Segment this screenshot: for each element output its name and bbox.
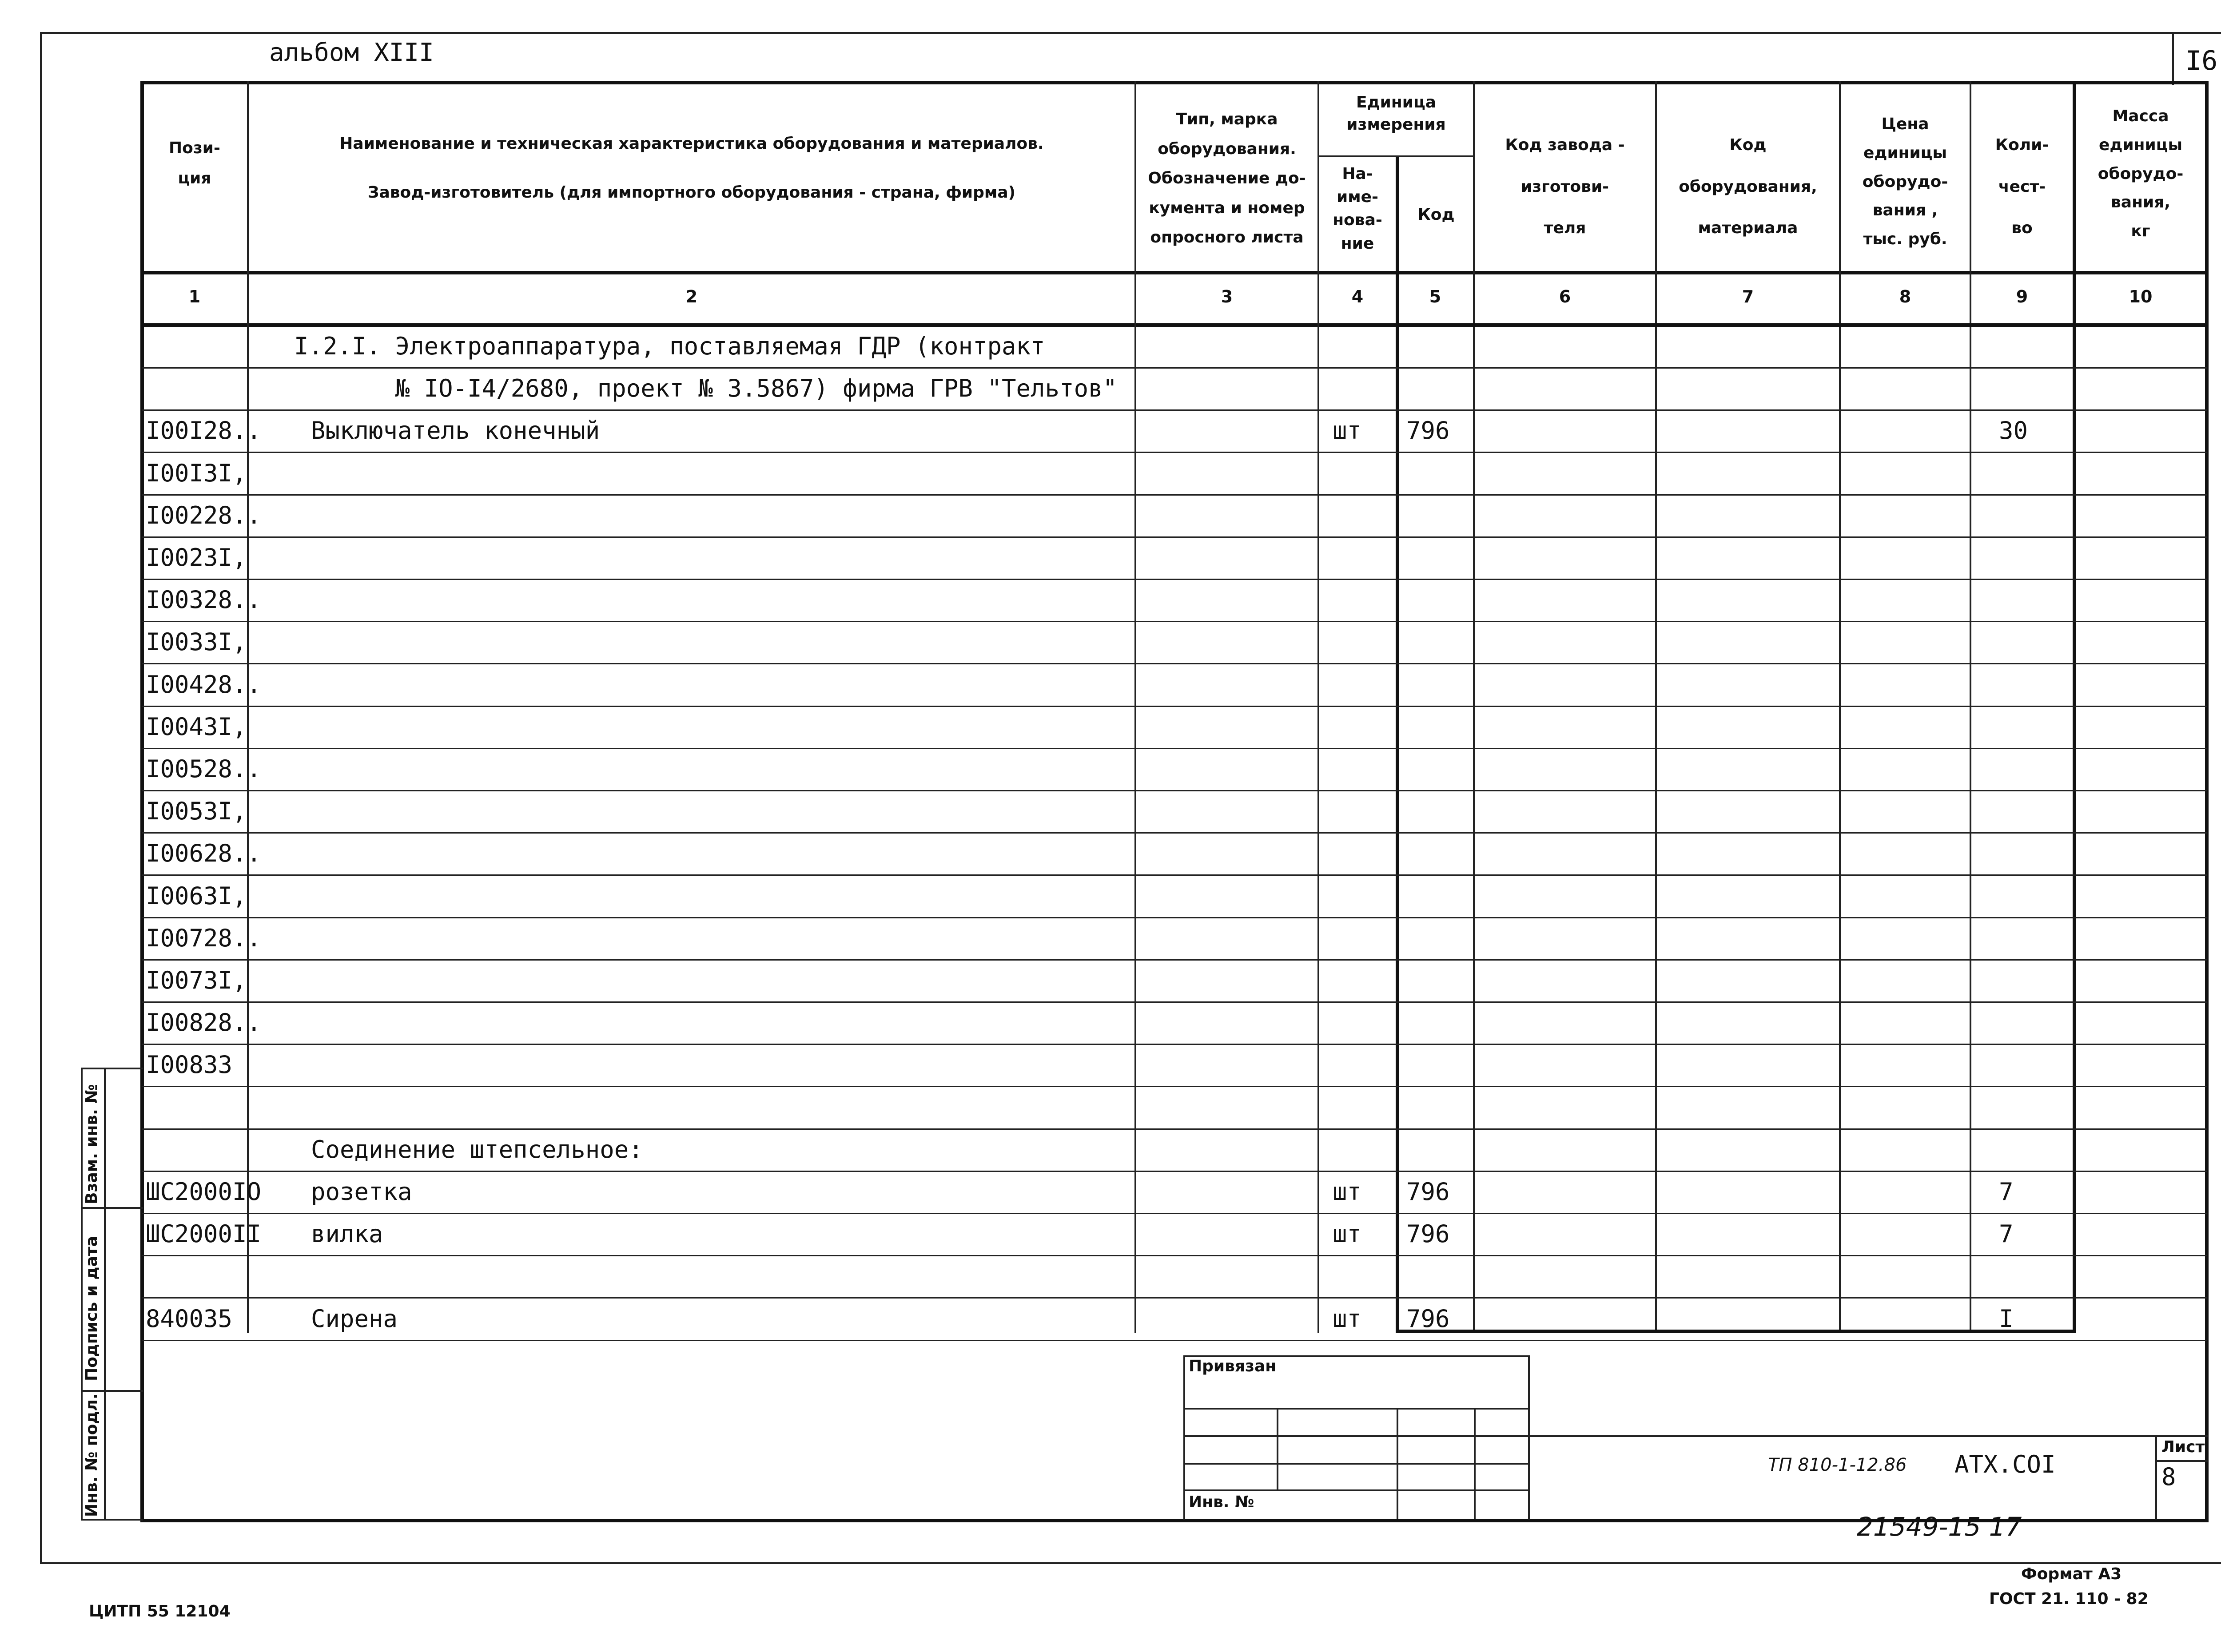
row-position: I0023I, (146, 544, 247, 572)
col-line-7 (1839, 81, 1841, 1333)
row-quantity: 30 (1999, 417, 2028, 445)
colnum-6: 6 (1559, 287, 1571, 306)
footer-gost: ГОСТ 21. 110 - 82 (1989, 1590, 2149, 1608)
footer-citp: ЦИТП 55 12104 (89, 1602, 231, 1620)
header-unit-name: На- име- нова- ние (1333, 165, 1382, 253)
row-position: ШС2000II (146, 1220, 262, 1248)
header-name-line2: Завод-изготовитель (для импортного оборудования - страна, фирма) (367, 183, 1016, 202)
row-unit: шт (1333, 1178, 1362, 1206)
sheet-label: Лист (2161, 1438, 2205, 1456)
col-line-9 (2073, 81, 2076, 1333)
table-right (2205, 81, 2209, 1522)
frame-left (40, 32, 42, 1564)
side-label-podpis: Подпись и дата (83, 1236, 101, 1381)
stamp-right (1528, 1355, 1530, 1520)
stamp-left (1183, 1355, 1185, 1520)
row-separator (142, 1128, 2207, 1130)
row-quantity: 7 (1999, 1178, 2014, 1206)
row-separator (142, 1086, 2207, 1087)
row-name: вилка (311, 1220, 383, 1248)
unit-header-split (1317, 155, 1473, 157)
row-name: № IO-I4/2680, проект № 3.5867) фирма ГРВ "Тельтов" (294, 374, 1118, 402)
row-position: I00I3I, (146, 459, 247, 487)
bold-box-bottom (1396, 1330, 2076, 1333)
row-unit: шт (1333, 417, 1362, 445)
header-unit-code: Код (1417, 206, 1455, 224)
row-separator (142, 706, 2207, 707)
stamp-row-1 (1183, 1408, 1530, 1410)
header-name-line1: Наименование и техническая характеристика оборудования и материалов. (339, 135, 1044, 153)
row-position: I0073I, (146, 966, 247, 994)
stamp-inv-no: Инв. № (1189, 1493, 1254, 1511)
row-position: I00228.. (146, 501, 262, 529)
row-unit-code: 796 (1406, 1305, 1450, 1333)
row-position: I00728.. (146, 924, 262, 952)
row-quantity: I (1999, 1305, 2014, 1333)
row-separator (142, 1044, 2207, 1045)
colnum-10: 10 (2129, 287, 2153, 306)
doc-mark: АТХ.COI (1954, 1450, 2056, 1478)
col-line-6 (1655, 81, 1657, 1333)
doc-code: ТП 810-1-12.86 (1768, 1455, 1907, 1475)
row-name: розетка (311, 1178, 412, 1206)
stamp-row-2 (1183, 1435, 1530, 1437)
colnum-3: 3 (1221, 287, 1233, 306)
row-unit-code: 796 (1406, 417, 1450, 445)
header-quantity: Коли- чест- во (1995, 136, 2049, 238)
album-title: альбом XIII (269, 38, 434, 67)
row-separator (142, 452, 2207, 453)
footer-format: Формат А3 (2021, 1565, 2122, 1583)
row-position: I00328.. (146, 586, 262, 614)
col-line-1 (247, 81, 249, 1333)
side-strip-sep1 (81, 1207, 143, 1209)
row-position: I00628.. (146, 839, 262, 867)
stamp-privyazan: Привязан (1189, 1357, 1277, 1375)
row-position: I00828.. (146, 1009, 262, 1036)
row-separator (142, 1213, 2207, 1214)
header-plant-code: Код завода - изготови- теля (1505, 136, 1625, 238)
row-separator (142, 494, 2207, 496)
colnum-2: 2 (685, 287, 698, 306)
header-mass: Масса единицы оборудо- вания, кг (2098, 107, 2184, 241)
row-position: I00I28.. (146, 417, 262, 445)
stamp-row-3 (1183, 1463, 1530, 1465)
row-name: Соединение штепсельное: (311, 1136, 643, 1164)
side-strip-mid (104, 1068, 106, 1521)
stamp-col-2 (1397, 1408, 1398, 1519)
stamp-row-4 (1183, 1489, 1530, 1491)
row-separator (142, 1340, 2207, 1341)
row-name: Сирена (311, 1305, 398, 1333)
row-position: 840035 (146, 1305, 233, 1333)
row-unit-code: 796 (1406, 1178, 1450, 1206)
stamp-col-1 (1277, 1408, 1278, 1490)
row-separator (142, 1171, 2207, 1172)
header-position: Пози- ция (169, 139, 220, 188)
side-label-inv: Инв. № подл. (83, 1393, 101, 1517)
handwritten-number: 21549-15 17 (1857, 1512, 2022, 1542)
colnum-5: 5 (1429, 287, 1441, 306)
header-unit-group: Единица измерения (1346, 93, 1446, 134)
row-position: I0043I, (146, 713, 247, 741)
row-separator (142, 959, 2207, 961)
row-unit-code: 796 (1406, 1220, 1450, 1248)
row-separator (142, 917, 2207, 918)
row-position: I00833 (146, 1051, 233, 1079)
header-equipment-code: Код оборудования, материала (1679, 136, 1817, 238)
row-separator (142, 748, 2207, 749)
frame-bottom (40, 1562, 2221, 1564)
bold-box-top (1396, 323, 2076, 327)
col-line-5 (1473, 81, 1475, 1333)
colnum-9: 9 (2016, 287, 2028, 306)
side-strip-top (81, 1068, 143, 1069)
sheet-number: 8 (2161, 1463, 2176, 1491)
col-line-4 (1396, 155, 1399, 1333)
row-position: I00428.. (146, 671, 262, 699)
row-separator (142, 621, 2207, 622)
side-label-vzam: Взам. инв. № (83, 1084, 101, 1204)
col-line-8 (1970, 81, 1971, 1333)
row-position: I0053I, (146, 797, 247, 825)
titleblock-top (1528, 1435, 2208, 1437)
colnum-1: 1 (188, 287, 201, 306)
row-separator (142, 832, 2207, 834)
row-position: I00528.. (146, 755, 262, 783)
row-position: ШС2000IO (146, 1178, 262, 1206)
sheet-box-split (2155, 1460, 2208, 1462)
row-name: Выключатель конечный (311, 417, 600, 445)
colnum-7: 7 (1742, 287, 1754, 306)
row-separator (142, 1001, 2207, 1003)
row-separator (142, 409, 2207, 411)
row-unit: шт (1333, 1305, 1362, 1333)
row-separator (142, 536, 2207, 538)
row-quantity: 7 (1999, 1220, 2014, 1248)
row-separator (142, 1255, 2207, 1256)
frame-top (40, 32, 2221, 34)
row-separator (142, 367, 2207, 369)
row-separator (142, 1297, 2207, 1299)
page-number-box-left (2172, 32, 2174, 85)
row-name: I.2.I. Электроаппаратура, поставляемая ГДР (контракт (294, 332, 1045, 360)
stamp-col-3 (1474, 1408, 1476, 1519)
table-top (140, 81, 2209, 84)
side-strip-sep2 (81, 1390, 143, 1392)
header-price: Цена единицы оборудо- вания , тыс. руб. (1862, 115, 1948, 249)
colnum-8: 8 (1899, 287, 1911, 306)
header-bottom (140, 271, 2209, 274)
sheet-box-left (2155, 1435, 2157, 1520)
row-separator (142, 790, 2207, 791)
row-separator (142, 579, 2207, 580)
side-strip-bottom (81, 1519, 143, 1521)
col-line-3 (1317, 81, 1319, 1333)
row-separator (142, 663, 2207, 664)
header-type: Тип, марка оборудования. Обозначение до- кумента и номер опросного листа (1148, 110, 1306, 247)
row-position: I0033I, (146, 628, 247, 656)
row-separator (142, 874, 2207, 876)
col-line-2 (1134, 81, 1136, 1333)
row-position: I0063I, (146, 882, 247, 910)
row-unit: шт (1333, 1220, 1362, 1248)
page-number: I6 (2185, 45, 2218, 76)
colnum-4: 4 (1351, 287, 1364, 306)
